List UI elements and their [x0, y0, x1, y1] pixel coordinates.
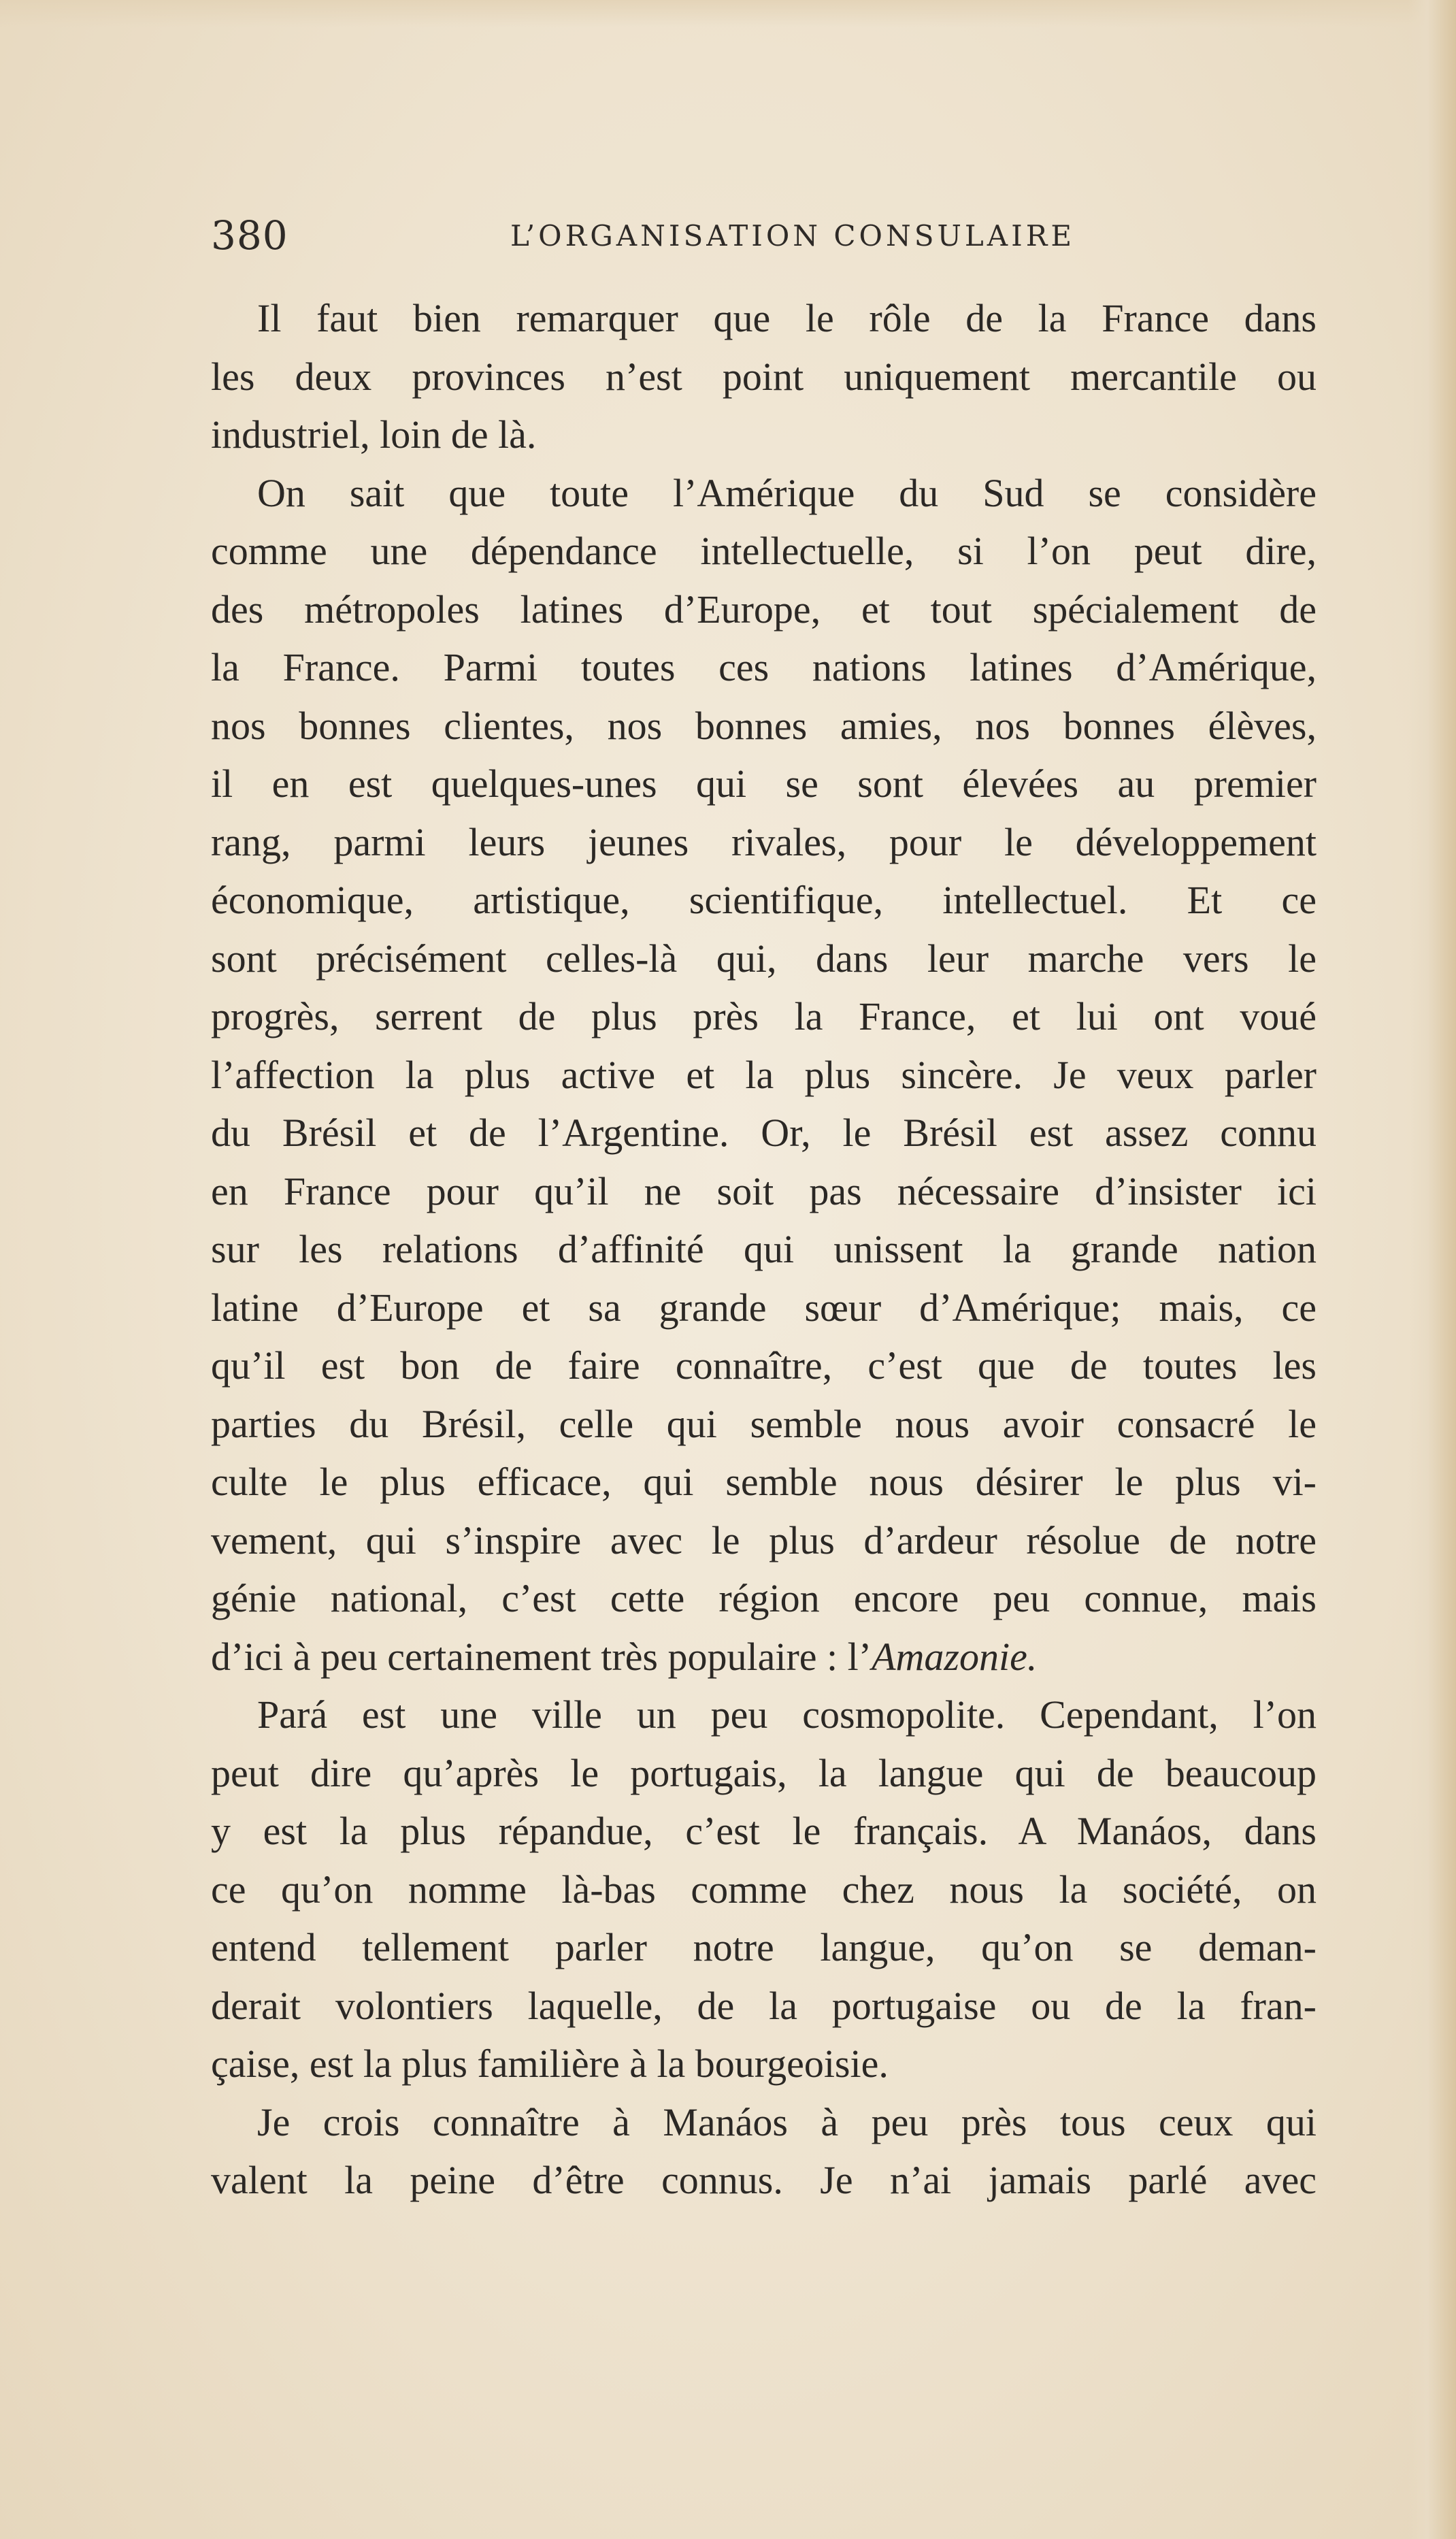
text-line: sont précisément celles-là qui, dans leur marche vers le [211, 936, 1317, 981]
text-line: sur les relations d’affinité qui unissent la grande nation [211, 1227, 1317, 1271]
text-line: çaise, est la plus familière à la bourgeoisie. [211, 2042, 889, 2086]
text-line: économique, artistique, scientifique, intellectuel. Et ce [211, 878, 1317, 922]
text-line: la France. Parmi toutes ces nations latines d’Amérique, [211, 645, 1317, 689]
text-line: comme une dépendance intellectuelle, si l’on peut dire, [211, 529, 1317, 573]
text-line: les deux provinces n’est point uniquement mercantile ou [211, 354, 1317, 399]
page-header [211, 204, 1313, 265]
text-line: derait volontiers laquelle, de la portugaise ou de la fran- [211, 1983, 1317, 2028]
text-line: en France pour qu’il ne soit pas nécessaire d’insister ici [211, 1168, 1317, 1213]
text-line: parties du Brésil, celle qui semble nous avoir consacré le [211, 1401, 1317, 1446]
running-title: L’ORGANISATION CONSULAIRE [510, 219, 1075, 252]
text-line: des métropoles latines d’Europe, et tout spécialement de [211, 587, 1317, 632]
text-line: vement, qui s’inspire avec le plus d’ardeur résolue de notre [211, 1518, 1317, 1562]
text-line: Il faut bien remarquer que le rôle de la France dans [257, 296, 1317, 340]
text-line: peut dire qu’après le portugais, la langue qui de beaucoup [211, 1750, 1317, 1795]
body-text [211, 289, 1317, 2210]
text-line: latine d’Europe et sa grande sœur d’Amérique; mais, ce [211, 1285, 1317, 1330]
text-line: nos bonnes clientes, nos bonnes amies, nos bonnes élèves, [211, 703, 1317, 748]
text-line: il en est quelques-unes qui se sont élevées au premier [211, 761, 1317, 806]
text-line: valent la peine d’être connus. Je n’ai jamais parlé avec [211, 2158, 1317, 2202]
text-line: rang, parmi leurs jeunes rivales, pour le développement [211, 819, 1317, 864]
text-line: On sait que toute l’Amérique du Sud se considère [257, 470, 1317, 515]
text-line: l’affection la plus active et la plus sincère. Je veux parler [211, 1052, 1317, 1097]
text-line: industriel, loin de là. [211, 412, 537, 457]
text-line: Je crois connaître à Manáos à peu près tous ceux qui [257, 2099, 1317, 2144]
text-line: Pará est une ville un peu cosmopolite. Cependant, l’on [257, 1692, 1317, 1737]
text-line-with-italic [211, 1628, 1317, 1686]
text-line: qu’il est bon de faire connaître, c’est que de toutes les [211, 1343, 1317, 1388]
page-edge-shadow [1408, 0, 1456, 2539]
text-line: progrès, serrent de plus près la France, et lui ont voué [211, 994, 1317, 1038]
text-line: y est la plus répandue, c’est le français. A Manáos, dans [211, 1809, 1317, 1853]
text-line: ce qu’on nomme là-bas comme chez nous la société, on [211, 1867, 1317, 1912]
text-line: génie national, c’est cette région encore peu connue, mais [211, 1576, 1317, 1620]
italic-word: Amazonie. [872, 1634, 1038, 1679]
page-top-shadow [0, 0, 1456, 27]
text-line: entend tellement parler notre langue, qu’on se deman- [211, 1925, 1317, 1969]
text-line: culte le plus efficace, qui semble nous désirer le plus vi- [211, 1460, 1317, 1504]
text-fragment: d’ici à peu certainement très populaire : l’ [211, 1634, 872, 1679]
text-line: du Brésil et de l’Argentine. Or, le Brésil est assez connu [211, 1111, 1317, 1155]
page-number: 380 [211, 212, 288, 259]
